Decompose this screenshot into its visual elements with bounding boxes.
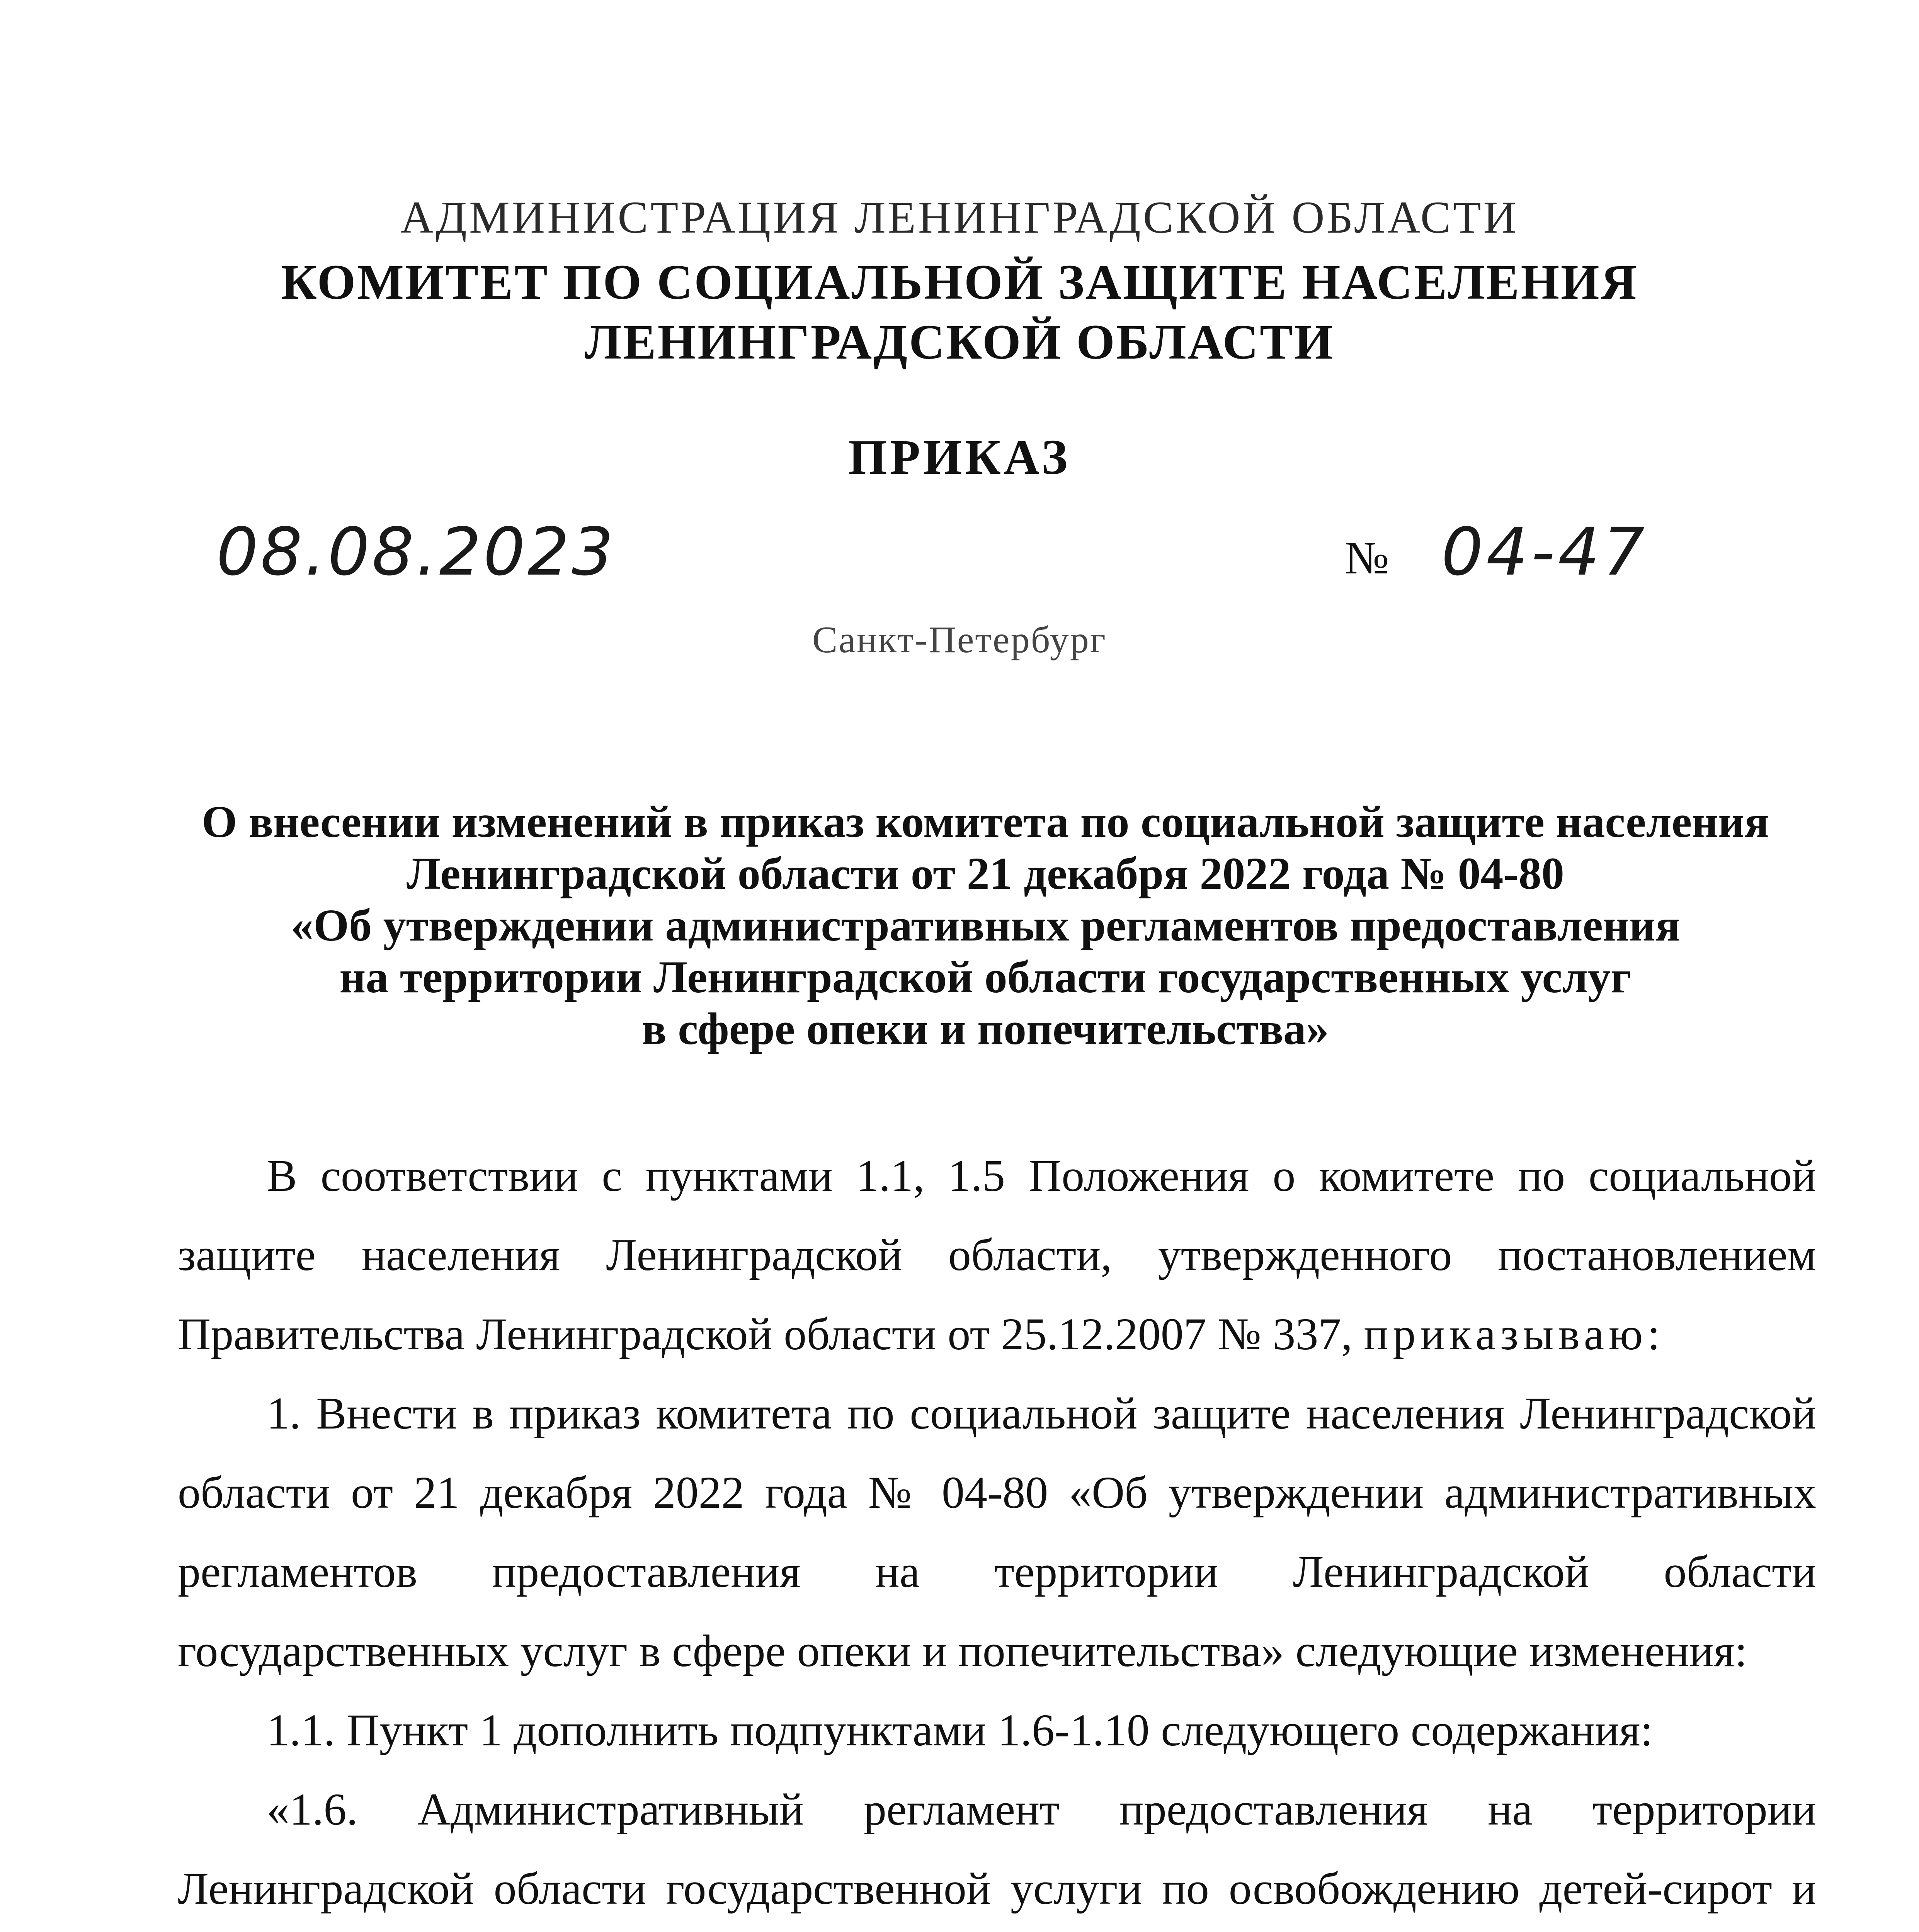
- paragraph-item-1-6: «1.6. Административный регламент предоставления на территории Ленинградской области государственной услуги по освобождению детей-сирот и: [178, 1784, 1816, 1914]
- number-sign: №: [1345, 532, 1389, 583]
- committee-heading-line1: КОМИТЕТ ПО СОЦИАЛЬНОЙ ЗАЩИТЕ НАСЕЛЕНИЯ: [281, 255, 1638, 310]
- committee-heading-line2: ЛЕНИНГРАДСКОЙ ОБЛАСТИ: [584, 315, 1335, 369]
- city-label: Санкт-Петербург: [812, 619, 1107, 661]
- order-number: 04-47: [1441, 514, 1648, 590]
- order-title: [178, 796, 1793, 1055]
- order-body: [178, 1136, 1816, 1932]
- administration-heading: АДМИНИСТРАЦИЯ ЛЕНИНГРАДСКОЙ ОБЛАСТИ: [400, 192, 1519, 243]
- title-line: О внесении изменений в приказ комитета по социальной защите населения: [202, 796, 1769, 847]
- order-heading: ПРИКАЗ: [848, 430, 1071, 485]
- paragraph-item-1: 1. Внести в приказ комитета по социальной защите населения Ленинградской области от 21 декабря 2022 года № 04-80 «Об утверждении административных регламентов предоставления на территории Ленинградской области государственных услуг в сфере опеки и попечительства» следующие изменения:: [178, 1388, 1816, 1676]
- title-line: на территории Ленинградской области государственных услуг: [339, 952, 1631, 1002]
- order-verb: приказываю:: [1364, 1309, 1665, 1359]
- paragraph-preamble: [178, 1136, 1816, 1374]
- title-line: в сфере опеки и попечительства»: [642, 1003, 1329, 1054]
- title-line: Ленинградской области от 21 декабря 2022 года № 04-80: [407, 848, 1564, 899]
- paragraph-item-1-1: 1.1. Пункт 1 дополнить подпунктами 1.6-1.10 следующего содержания:: [267, 1705, 1653, 1755]
- title-line: «Об утверждении административных регламентов предоставления: [291, 900, 1680, 951]
- order-date: 08.08.2023: [216, 514, 616, 590]
- preamble-text: В соответствии с пунктами 1.1, 1.5 Положения о комитете по социальной защите населения Ленинградской области, утвержденного постановлением Правительства Ленинградской области от 25.12.2007 № 337,: [178, 1150, 1816, 1359]
